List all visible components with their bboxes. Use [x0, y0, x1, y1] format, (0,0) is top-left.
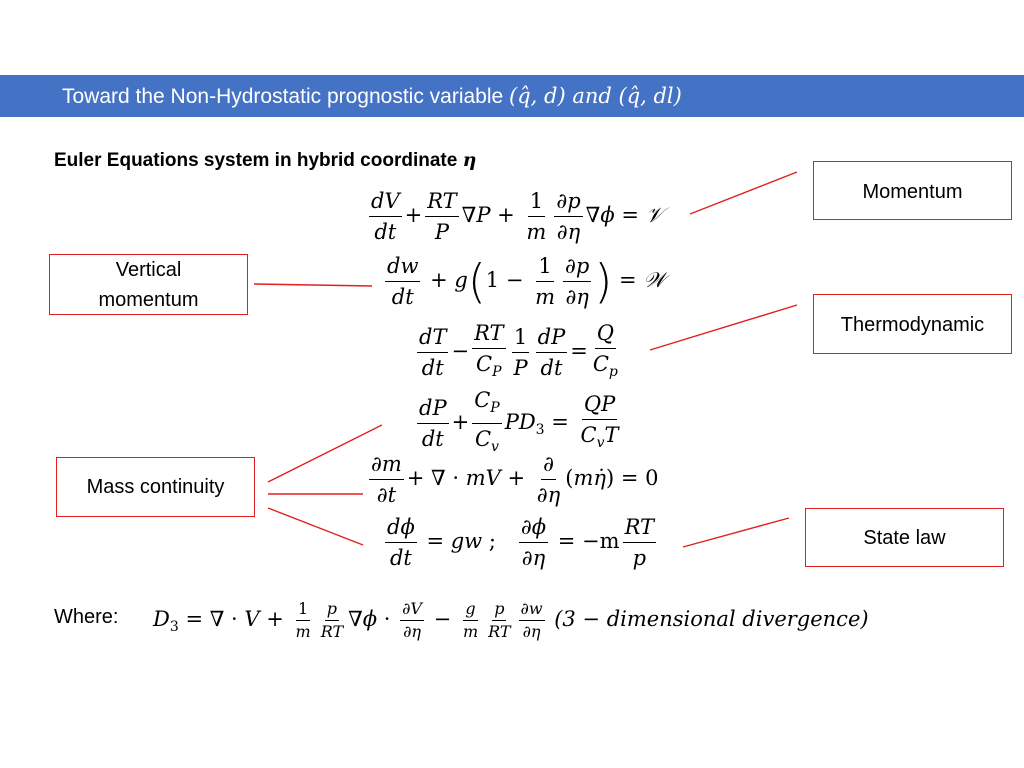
leader-state-law: [683, 518, 789, 547]
leader-vertical-momentum: [254, 284, 372, 286]
equation-state-law: $\frac{d\phi}{dt}$ = gw ; $\frac{\partial\phi}{\partial\eta}$ = −m $\frac{RT}{p}$: [387, 515, 655, 570]
leader-mass-3: [268, 508, 363, 545]
equation-thermodynamic: $\frac{dT}{dt}$ − $\frac{RT}{C_P}$ $\frac{1}{P}$ $\frac{dP}{dt}$ = $\frac{Q}{C_p}$: [419, 321, 618, 381]
leader-mass-1: [268, 425, 382, 482]
equation-divergence-definition: $D_3$ = ∇ · V + $\frac{1}{m}$ $\frac{p}{RT}$ ∇ϕ · $\frac{\partial V}{\partial\eta}$ − $\frac{g}{m}$ $\frac{p}{RT}$ $\frac{\partial w}{\partial\eta}$ (3 − dimensional divergence): [153, 599, 869, 641]
callout-thermodynamic: Thermodynamic: [813, 294, 1012, 354]
slide-title-math: (q̂, d) and (q̂, dl): [509, 84, 682, 108]
subtitle-math: η: [462, 149, 477, 171]
callout-vertical-momentum: Vertical momentum: [49, 254, 248, 315]
equation-momentum: $\frac{dV}{dt}$ + $\frac{RT}{P}$ ∇P + $\frac{1}{m}$ $\frac{\partial p}{\partial\eta}$ ∇ϕ = 𝒱: [371, 189, 664, 244]
callout-mass-continuity: Mass continuity: [56, 457, 255, 517]
where-label: Where:: [54, 606, 119, 628]
callout-state-law: State law: [805, 508, 1004, 567]
slide-title-text: Toward the Non-Hydrostatic prognostic variable: [62, 85, 510, 108]
callout-momentum: Momentum: [813, 161, 1012, 220]
equation-vertical-momentum: $\frac{dw}{dt}$ + g(1 − $\frac{1}{m}$ $\frac{\partial p}{\partial\eta}$ ) = 𝒲: [387, 254, 666, 309]
leader-thermodynamic: [650, 305, 797, 350]
equation-pressure: $\frac{dP}{dt}$ + $\frac{C_P}{C_v}$ $PD_3$ = $\frac{QP}{C_vT}$: [419, 388, 619, 456]
divergence-note: (3 − dimensional divergence): [554, 607, 869, 631]
leader-momentum: [690, 172, 797, 214]
subtitle-text: Euler Equations system in hybrid coordinate: [54, 150, 463, 171]
equation-mass-continuity: $\frac{\partial m}{\partial t}$ + ∇ · mV + $\frac{\partial}{\partial\eta}$ (mη̇) = 0: [371, 452, 659, 507]
